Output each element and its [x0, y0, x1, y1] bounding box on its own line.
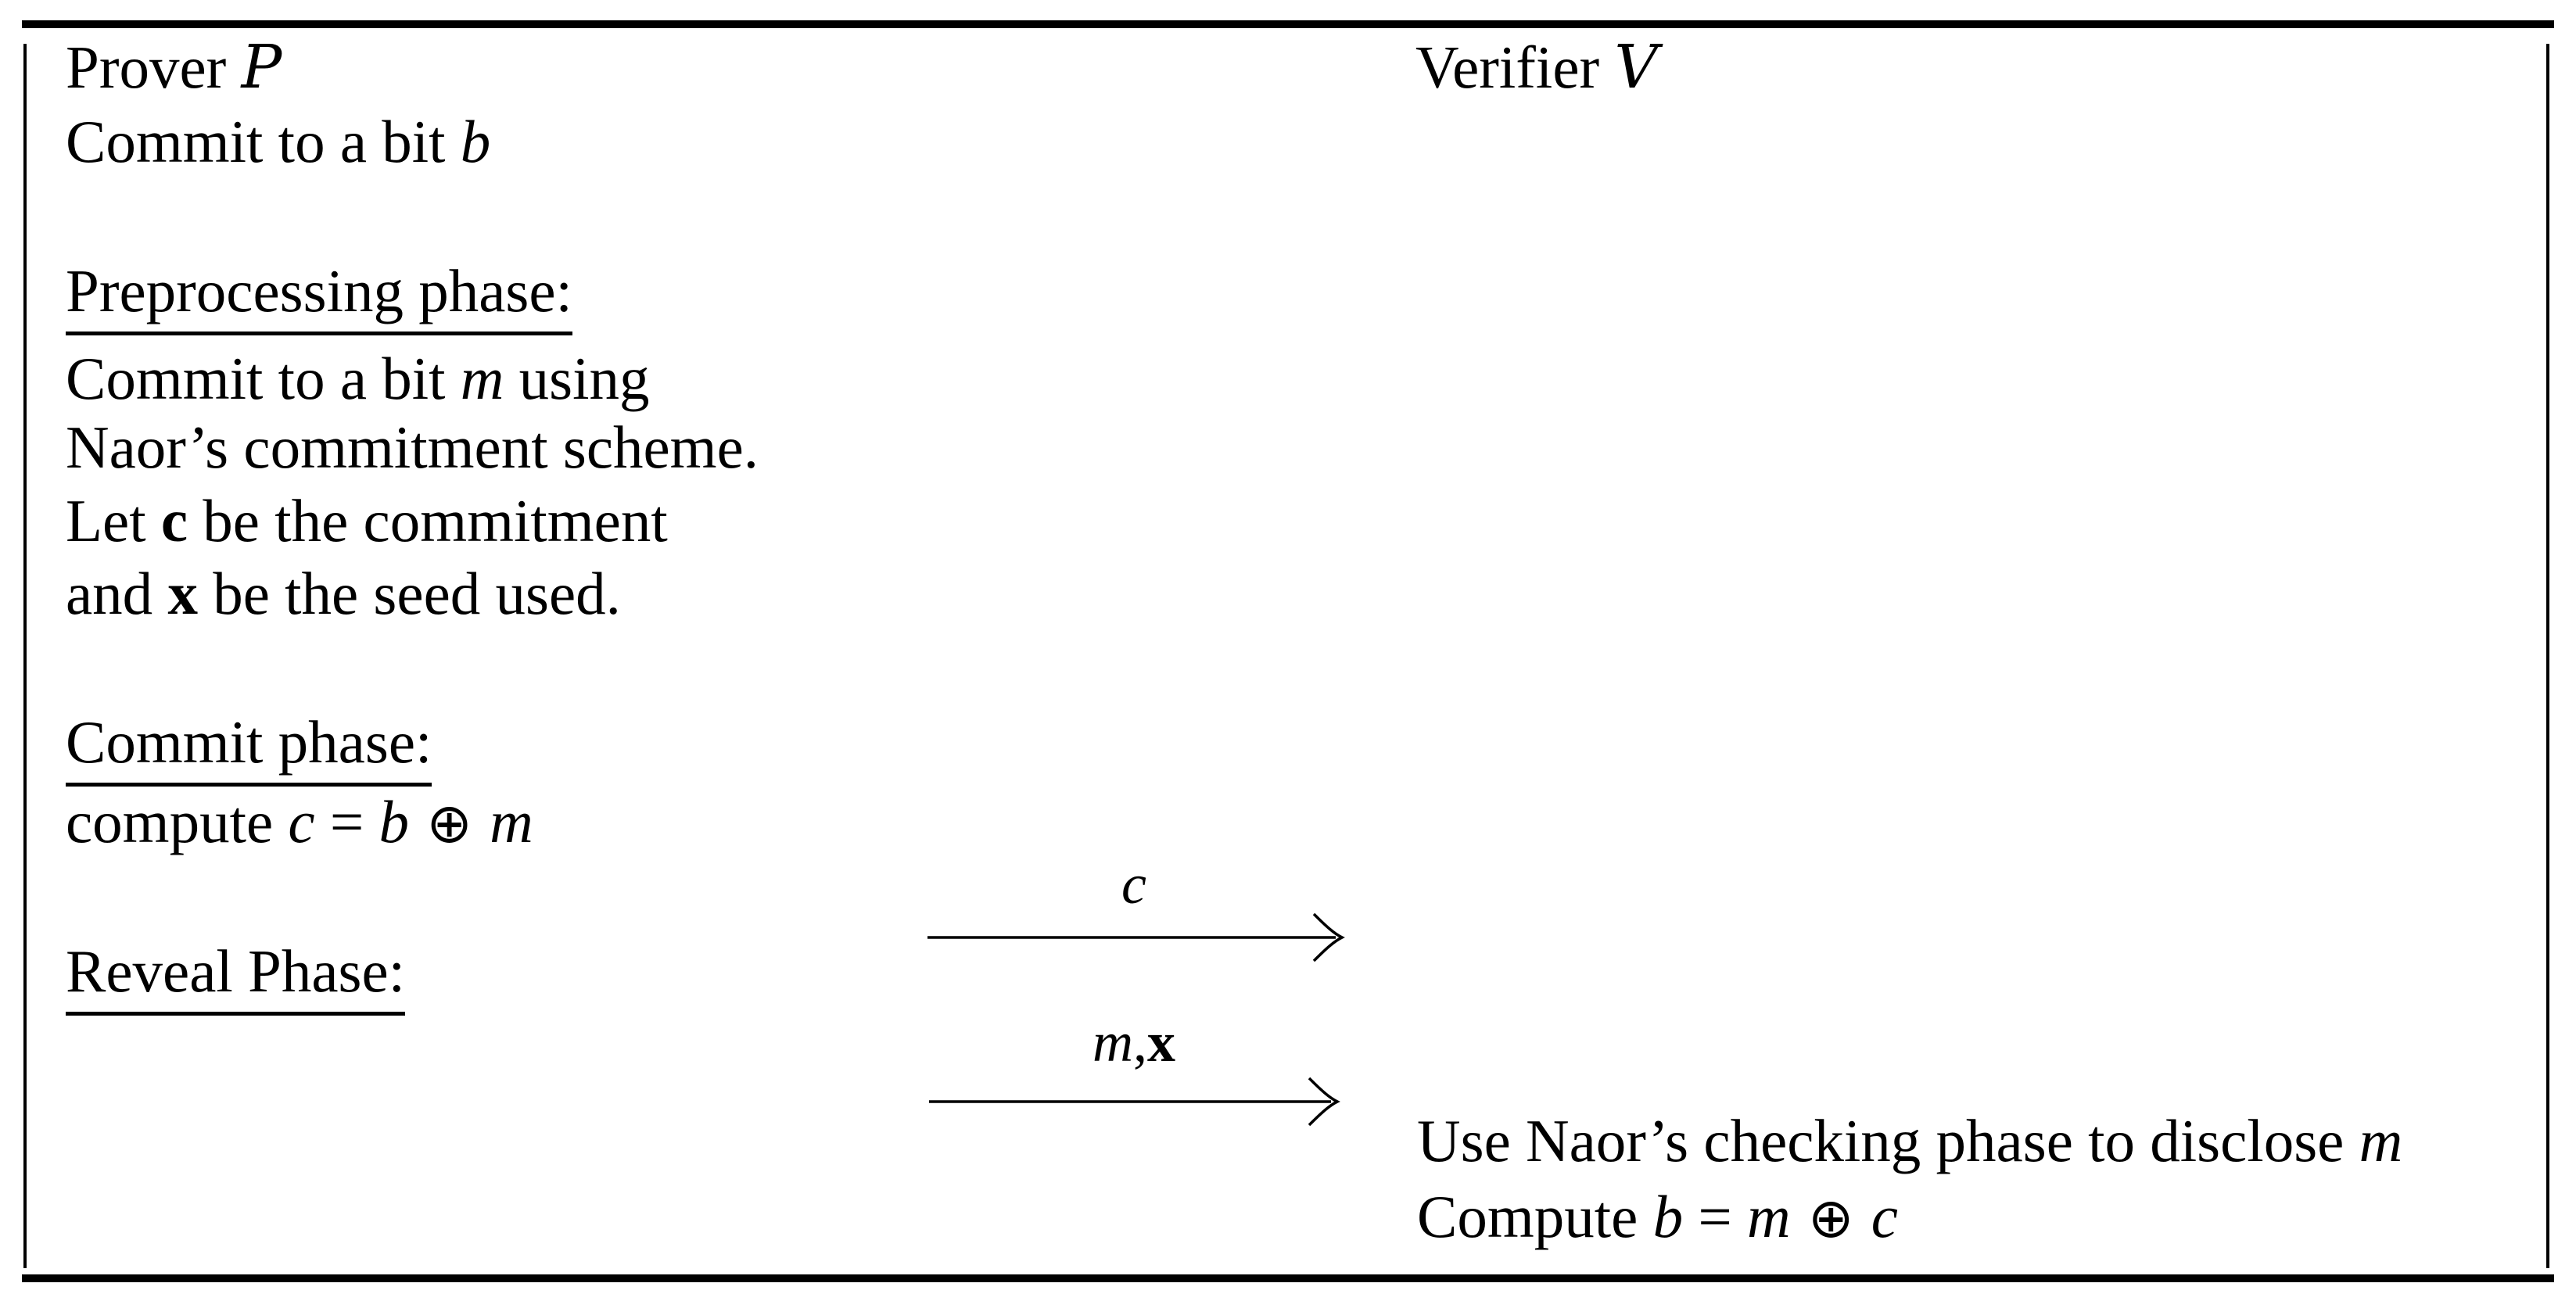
prover-header — [66, 33, 282, 102]
reveal-message-label — [926, 1011, 1342, 1073]
var-m: m — [2359, 1107, 2403, 1174]
var-m: m — [1092, 1011, 1133, 1073]
reveal-message-arrow — [926, 1070, 1348, 1133]
prover-script-symbol: P — [241, 33, 282, 102]
text-run: be the commitment — [188, 487, 668, 554]
frame-left-line — [23, 44, 27, 1268]
commit-message-label — [926, 853, 1342, 916]
text-run: be the seed used. — [197, 560, 621, 627]
preprocessing-line-4 — [66, 560, 621, 627]
var-x-bold: x — [167, 560, 198, 627]
preprocessing-line-2: Naor’s commitment scheme. — [66, 414, 759, 481]
var-b: b — [1652, 1183, 1684, 1250]
frame-right-line — [2546, 44, 2549, 1268]
reveal-phase-heading: Reveal Phase: — [66, 941, 405, 1016]
text-run: Compute — [1417, 1183, 1653, 1250]
text-run: Let — [66, 487, 161, 554]
text-run: and — [66, 560, 168, 627]
verifier-header — [1415, 33, 1658, 102]
text-run: compute — [66, 788, 289, 855]
var-m: m — [460, 345, 504, 412]
equals-sign: = — [314, 788, 379, 855]
text-run: Commit to a bit — [66, 345, 461, 412]
var-b: b — [379, 788, 410, 855]
text-run: Use Naor’s checking phase to disclose — [1417, 1107, 2359, 1174]
var-x-bold: x — [1147, 1011, 1175, 1073]
var-m: m — [1747, 1183, 1791, 1250]
var-b: b — [460, 108, 491, 175]
var-c: c — [1121, 853, 1146, 916]
preprocessing-line-1 — [66, 345, 650, 412]
var-m: m — [490, 788, 533, 855]
xor-operator-icon: ⊕ — [409, 791, 490, 855]
verifier-check-line — [1417, 1107, 2403, 1174]
var-c-bold: c — [160, 487, 188, 554]
xor-operator-icon: ⊕ — [1790, 1186, 1871, 1250]
commit-bit-text: Commit to a bit — [66, 108, 461, 175]
frame-bottom-rule — [22, 1274, 2554, 1282]
text-run: using — [504, 345, 650, 412]
verifier-label: Verifier — [1415, 34, 1615, 101]
var-c: c — [1871, 1183, 1898, 1250]
commit-bit-line — [66, 108, 491, 175]
verifier-script-symbol: V — [1614, 33, 1658, 102]
preprocessing-heading: Preprocessing phase: — [66, 261, 572, 335]
commit-phase-heading: Commit phase: — [66, 712, 432, 787]
commit-equation — [66, 788, 533, 855]
verifier-compute-line — [1417, 1183, 1898, 1250]
commit-message-arrow — [926, 906, 1348, 969]
equals-sign: = — [1683, 1183, 1748, 1250]
preprocessing-line-3 — [66, 487, 668, 554]
var-c: c — [288, 788, 315, 855]
prover-label: Prover — [66, 34, 242, 101]
frame-top-rule — [22, 20, 2554, 28]
comma: , — [1133, 1011, 1147, 1073]
